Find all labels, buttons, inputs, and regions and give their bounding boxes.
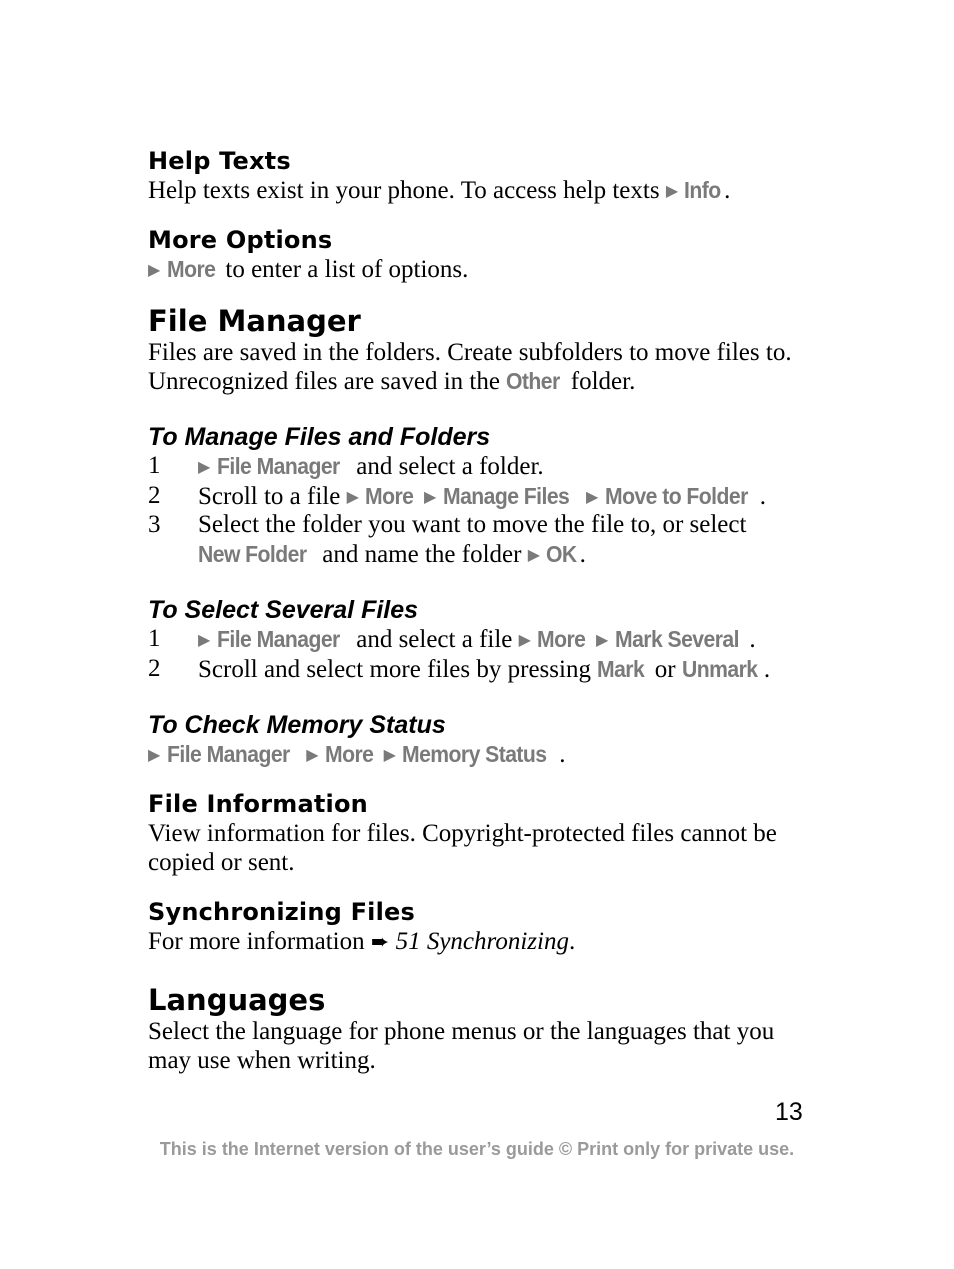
menu-item-more: More [537, 626, 586, 652]
period: . [763, 655, 771, 683]
step-body: and name the folder [322, 540, 522, 568]
menu-arrow-icon: ▶ [148, 745, 161, 764]
step-text [198, 482, 818, 512]
cross-reference-link[interactable]: 51 Synchronizing [395, 928, 569, 955]
menu-item-ok: OK [546, 540, 577, 567]
menu-arrow-icon: ▶ [198, 457, 211, 476]
step-body: or [654, 655, 676, 683]
heading-file-manager: File Manager [148, 304, 361, 338]
menu-item-file-manager: File Manager [216, 626, 340, 652]
menu-arrow-icon: ▶ [518, 630, 531, 649]
section-file-information [148, 789, 818, 877]
manual-page [148, 146, 818, 1075]
menu-arrow-icon: ▶ [665, 181, 679, 200]
step [148, 655, 818, 685]
menu-item-file-manager: File Manager [166, 741, 290, 767]
step-text [198, 452, 818, 482]
heading-file-information: File Information [148, 790, 368, 818]
period: . [759, 482, 766, 510]
step-body: Scroll to a file [198, 482, 341, 510]
cross-reference-arrow-icon: ➨ [370, 930, 390, 955]
footer-notice: This is the Internet version of the user’s guide © Print only for private use. [159, 1139, 795, 1159]
menu-item-mark: Mark [597, 655, 645, 682]
menu-arrow-icon: ▶ [383, 745, 396, 764]
more-options-body [148, 255, 818, 284]
menu-item-manage-files: Manage Files [442, 482, 569, 509]
menu-item-info: Info [684, 177, 721, 203]
menu-item-more: More [166, 256, 215, 282]
more-options-text: to enter a list of options. [225, 256, 469, 283]
memory-status-body [148, 740, 818, 769]
heading-memory-status: To Check Memory Status [148, 711, 446, 739]
menu-arrow-icon: ▶ [198, 630, 211, 649]
section-memory-status [148, 710, 818, 769]
section-more-options [148, 225, 818, 284]
section-synchronizing [148, 897, 818, 957]
menu-arrow-icon: ▶ [148, 260, 161, 279]
step [148, 482, 818, 512]
file-manager-body [148, 338, 818, 396]
languages-body: Select the language for phone menus or the languages that you may use when writing. [148, 1018, 775, 1074]
heading-more-options: More Options [148, 226, 333, 254]
step [148, 625, 818, 655]
menu-arrow-icon: ▶ [596, 630, 609, 649]
menu-arrow-icon: ▶ [527, 544, 540, 564]
period: . [724, 177, 731, 204]
period: . [559, 741, 566, 768]
step-number: 1 [148, 625, 161, 652]
step-body: and select a file [356, 626, 513, 653]
section-help-texts [148, 146, 818, 205]
step-body: Scroll and select more files by pressing [198, 655, 591, 683]
heading-manage-files: To Manage Files and Folders [148, 423, 491, 451]
step-number: 3 [148, 511, 161, 538]
period: . [579, 540, 586, 568]
section-languages [148, 983, 818, 1075]
step-body: and select a folder. [356, 453, 544, 480]
menu-item-unmark: Unmark [681, 655, 758, 682]
menu-item-other: Other [506, 368, 560, 394]
heading-synchronizing: Synchronizing Files [148, 898, 415, 926]
step-number: 2 [148, 481, 161, 509]
step-text [198, 511, 818, 569]
file-manager-text: Files are saved in the folders. Create subfolders to move files to. Unrecognized files are saved in the [148, 339, 792, 395]
period: . [749, 626, 756, 653]
select-several-steps [148, 625, 818, 684]
help-texts-body [148, 176, 818, 205]
heading-help-texts: Help Texts [148, 147, 291, 175]
manage-files-steps [148, 452, 818, 569]
menu-arrow-icon: ▶ [346, 486, 359, 506]
menu-arrow-icon: ▶ [306, 745, 319, 764]
step-text [198, 655, 818, 685]
period: . [568, 928, 576, 955]
menu-item-more: More [324, 741, 374, 767]
menu-item-new-folder: New Folder [198, 540, 307, 567]
page-number: 13 [775, 1098, 803, 1126]
step [148, 452, 818, 482]
menu-arrow-icon: ▶ [586, 486, 599, 506]
help-texts-text: Help texts exist in your phone. To access help texts [148, 177, 660, 204]
step-number: 1 [148, 452, 161, 479]
menu-item-mark-several: Mark Several [614, 626, 739, 652]
menu-item-more: More [365, 482, 414, 509]
menu-arrow-icon: ▶ [423, 486, 437, 506]
file-information-body: View information for files. Copyright-protected files cannot be copied or sent. [148, 820, 777, 876]
step-body: Select the folder you want to move the file to, or select [198, 511, 747, 538]
section-select-several [148, 595, 818, 684]
step [148, 511, 818, 569]
synchronizing-text: For more information [148, 928, 365, 955]
menu-item-memory-status: Memory Status [402, 741, 547, 767]
synchronizing-body [148, 927, 818, 957]
menu-item-file-manager: File Manager [216, 453, 340, 479]
section-manage-files [148, 422, 818, 569]
menu-item-move-to-folder: Move to Folder [604, 482, 748, 509]
heading-select-several: To Select Several Files [148, 596, 419, 624]
step-number: 2 [148, 654, 161, 682]
file-manager-text-end: folder. [570, 368, 636, 395]
step-text [198, 625, 818, 655]
heading-languages: Languages [148, 983, 326, 1017]
section-file-manager [148, 304, 818, 396]
